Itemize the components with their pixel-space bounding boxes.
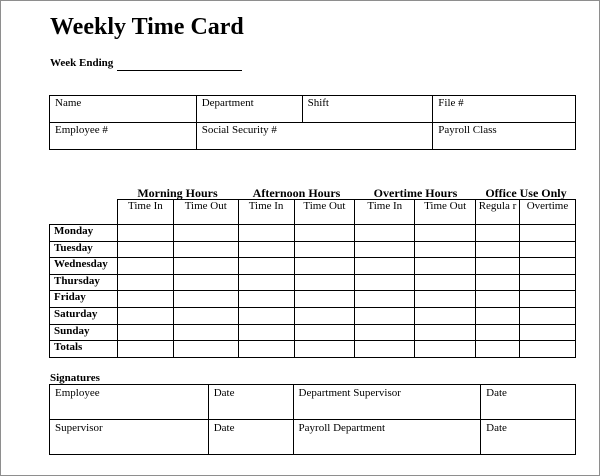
time-cell[interactable] (117, 324, 173, 341)
signatures-table (49, 384, 576, 455)
time-cell[interactable] (238, 241, 294, 258)
subheader-time-out: Time Out (173, 200, 238, 225)
time-cell[interactable] (117, 225, 173, 242)
subheader-time-in: Time In (238, 200, 294, 225)
day-label: Monday (50, 225, 118, 242)
time-cell[interactable] (476, 274, 520, 291)
employee-signature-field[interactable]: Employee (50, 385, 209, 420)
corner-cell (50, 200, 118, 225)
subheader-time-in: Time In (355, 200, 415, 225)
time-cell[interactable] (476, 241, 520, 258)
time-cell[interactable] (238, 307, 294, 324)
time-cell[interactable] (519, 258, 575, 275)
table-row (50, 307, 576, 324)
day-label: Thursday (50, 274, 118, 291)
subheader-regular: Regula r (476, 200, 520, 225)
date-field[interactable]: Date (481, 385, 576, 420)
time-cell[interactable] (173, 291, 238, 308)
time-cell[interactable] (415, 241, 476, 258)
time-cell[interactable] (238, 258, 294, 275)
signatures-heading: Signatures (50, 372, 100, 384)
time-cell[interactable] (173, 274, 238, 291)
day-label: Friday (50, 291, 118, 308)
employee-number-field[interactable]: Employee # (50, 123, 197, 150)
date-field[interactable]: Date (208, 420, 293, 455)
subheader-time-out: Time Out (415, 200, 476, 225)
payroll-department-signature-field[interactable]: Payroll Department (293, 420, 481, 455)
time-cell[interactable] (355, 341, 415, 358)
time-cell[interactable] (519, 291, 575, 308)
totals-label: Totals (50, 341, 118, 358)
time-cell[interactable] (476, 324, 520, 341)
time-cell[interactable] (117, 307, 173, 324)
time-cell[interactable] (355, 225, 415, 242)
time-cell[interactable] (238, 324, 294, 341)
time-cell[interactable] (355, 258, 415, 275)
time-cell[interactable] (415, 274, 476, 291)
group-overtime-hours: Overtime Hours (373, 186, 458, 200)
social-security-field[interactable]: Social Security # (196, 123, 433, 150)
time-cell[interactable] (294, 307, 355, 324)
day-label: Saturday (50, 307, 118, 324)
time-cell[interactable] (355, 307, 415, 324)
time-cell[interactable] (294, 258, 355, 275)
file-number-field[interactable]: File # (433, 96, 576, 123)
time-cell[interactable] (415, 291, 476, 308)
time-cell[interactable] (476, 307, 520, 324)
table-row (50, 225, 576, 242)
subheader-time-in: Time In (117, 200, 173, 225)
subheader-overtime: Overtime (519, 200, 575, 225)
week-ending-label: Week Ending (50, 57, 114, 69)
time-cell[interactable] (173, 241, 238, 258)
group-office-use-only: Office Use Only (485, 186, 567, 200)
time-cell[interactable] (519, 225, 575, 242)
time-cell[interactable] (476, 291, 520, 308)
time-cell[interactable] (519, 324, 575, 341)
time-cell[interactable] (173, 307, 238, 324)
table-row (50, 274, 576, 291)
time-cell[interactable] (415, 225, 476, 242)
department-supervisor-signature-field[interactable]: Department Supervisor (293, 385, 481, 420)
name-field[interactable]: Name (50, 96, 197, 123)
time-cell[interactable] (415, 341, 476, 358)
time-cell[interactable] (294, 241, 355, 258)
time-cell[interactable] (294, 225, 355, 242)
time-cell[interactable] (238, 225, 294, 242)
subheader-time-out: Time Out (294, 200, 355, 225)
shift-field[interactable]: Shift (302, 96, 433, 123)
time-cell[interactable] (117, 258, 173, 275)
date-field[interactable]: Date (208, 385, 293, 420)
page-title: Weekly Time Card (50, 14, 244, 40)
time-cell[interactable] (476, 225, 520, 242)
week-ending-field[interactable] (117, 70, 242, 71)
time-cell[interactable] (476, 258, 520, 275)
time-cell[interactable] (294, 291, 355, 308)
time-cell[interactable] (173, 324, 238, 341)
group-afternoon-hours: Afternoon Hours (252, 186, 341, 200)
table-row (50, 291, 576, 308)
time-cell[interactable] (117, 341, 173, 358)
time-cell[interactable] (355, 291, 415, 308)
time-cell[interactable] (173, 341, 238, 358)
time-cell[interactable] (173, 225, 238, 242)
time-cell[interactable] (238, 274, 294, 291)
day-label: Wednesday (50, 258, 118, 275)
day-label: Sunday (50, 324, 118, 341)
group-morning-hours: Morning Hours (137, 186, 218, 200)
timecard-table (49, 199, 576, 358)
date-field[interactable]: Date (481, 420, 576, 455)
employee-info-table (49, 95, 576, 150)
time-cell[interactable] (173, 258, 238, 275)
time-cell[interactable] (294, 274, 355, 291)
time-cell[interactable] (238, 341, 294, 358)
time-cell[interactable] (355, 241, 415, 258)
department-field[interactable]: Department (196, 96, 302, 123)
payroll-class-field[interactable]: Payroll Class (433, 123, 576, 150)
supervisor-signature-field[interactable]: Supervisor (50, 420, 209, 455)
time-cell[interactable] (238, 291, 294, 308)
time-cell[interactable] (415, 258, 476, 275)
time-cell[interactable] (415, 307, 476, 324)
table-row (50, 341, 576, 358)
table-row (50, 324, 576, 341)
time-cell[interactable] (117, 291, 173, 308)
time-cell[interactable] (294, 324, 355, 341)
time-cell[interactable] (476, 341, 520, 358)
time-cell[interactable] (519, 341, 575, 358)
time-cell[interactable] (355, 274, 415, 291)
time-cell[interactable] (519, 274, 575, 291)
table-row (50, 241, 576, 258)
time-cell[interactable] (355, 324, 415, 341)
time-cell[interactable] (519, 307, 575, 324)
time-cell[interactable] (415, 324, 476, 341)
time-cell[interactable] (519, 241, 575, 258)
table-row (50, 258, 576, 275)
time-cell[interactable] (117, 274, 173, 291)
time-cell[interactable] (294, 341, 355, 358)
time-cell[interactable] (117, 241, 173, 258)
day-label: Tuesday (50, 241, 118, 258)
